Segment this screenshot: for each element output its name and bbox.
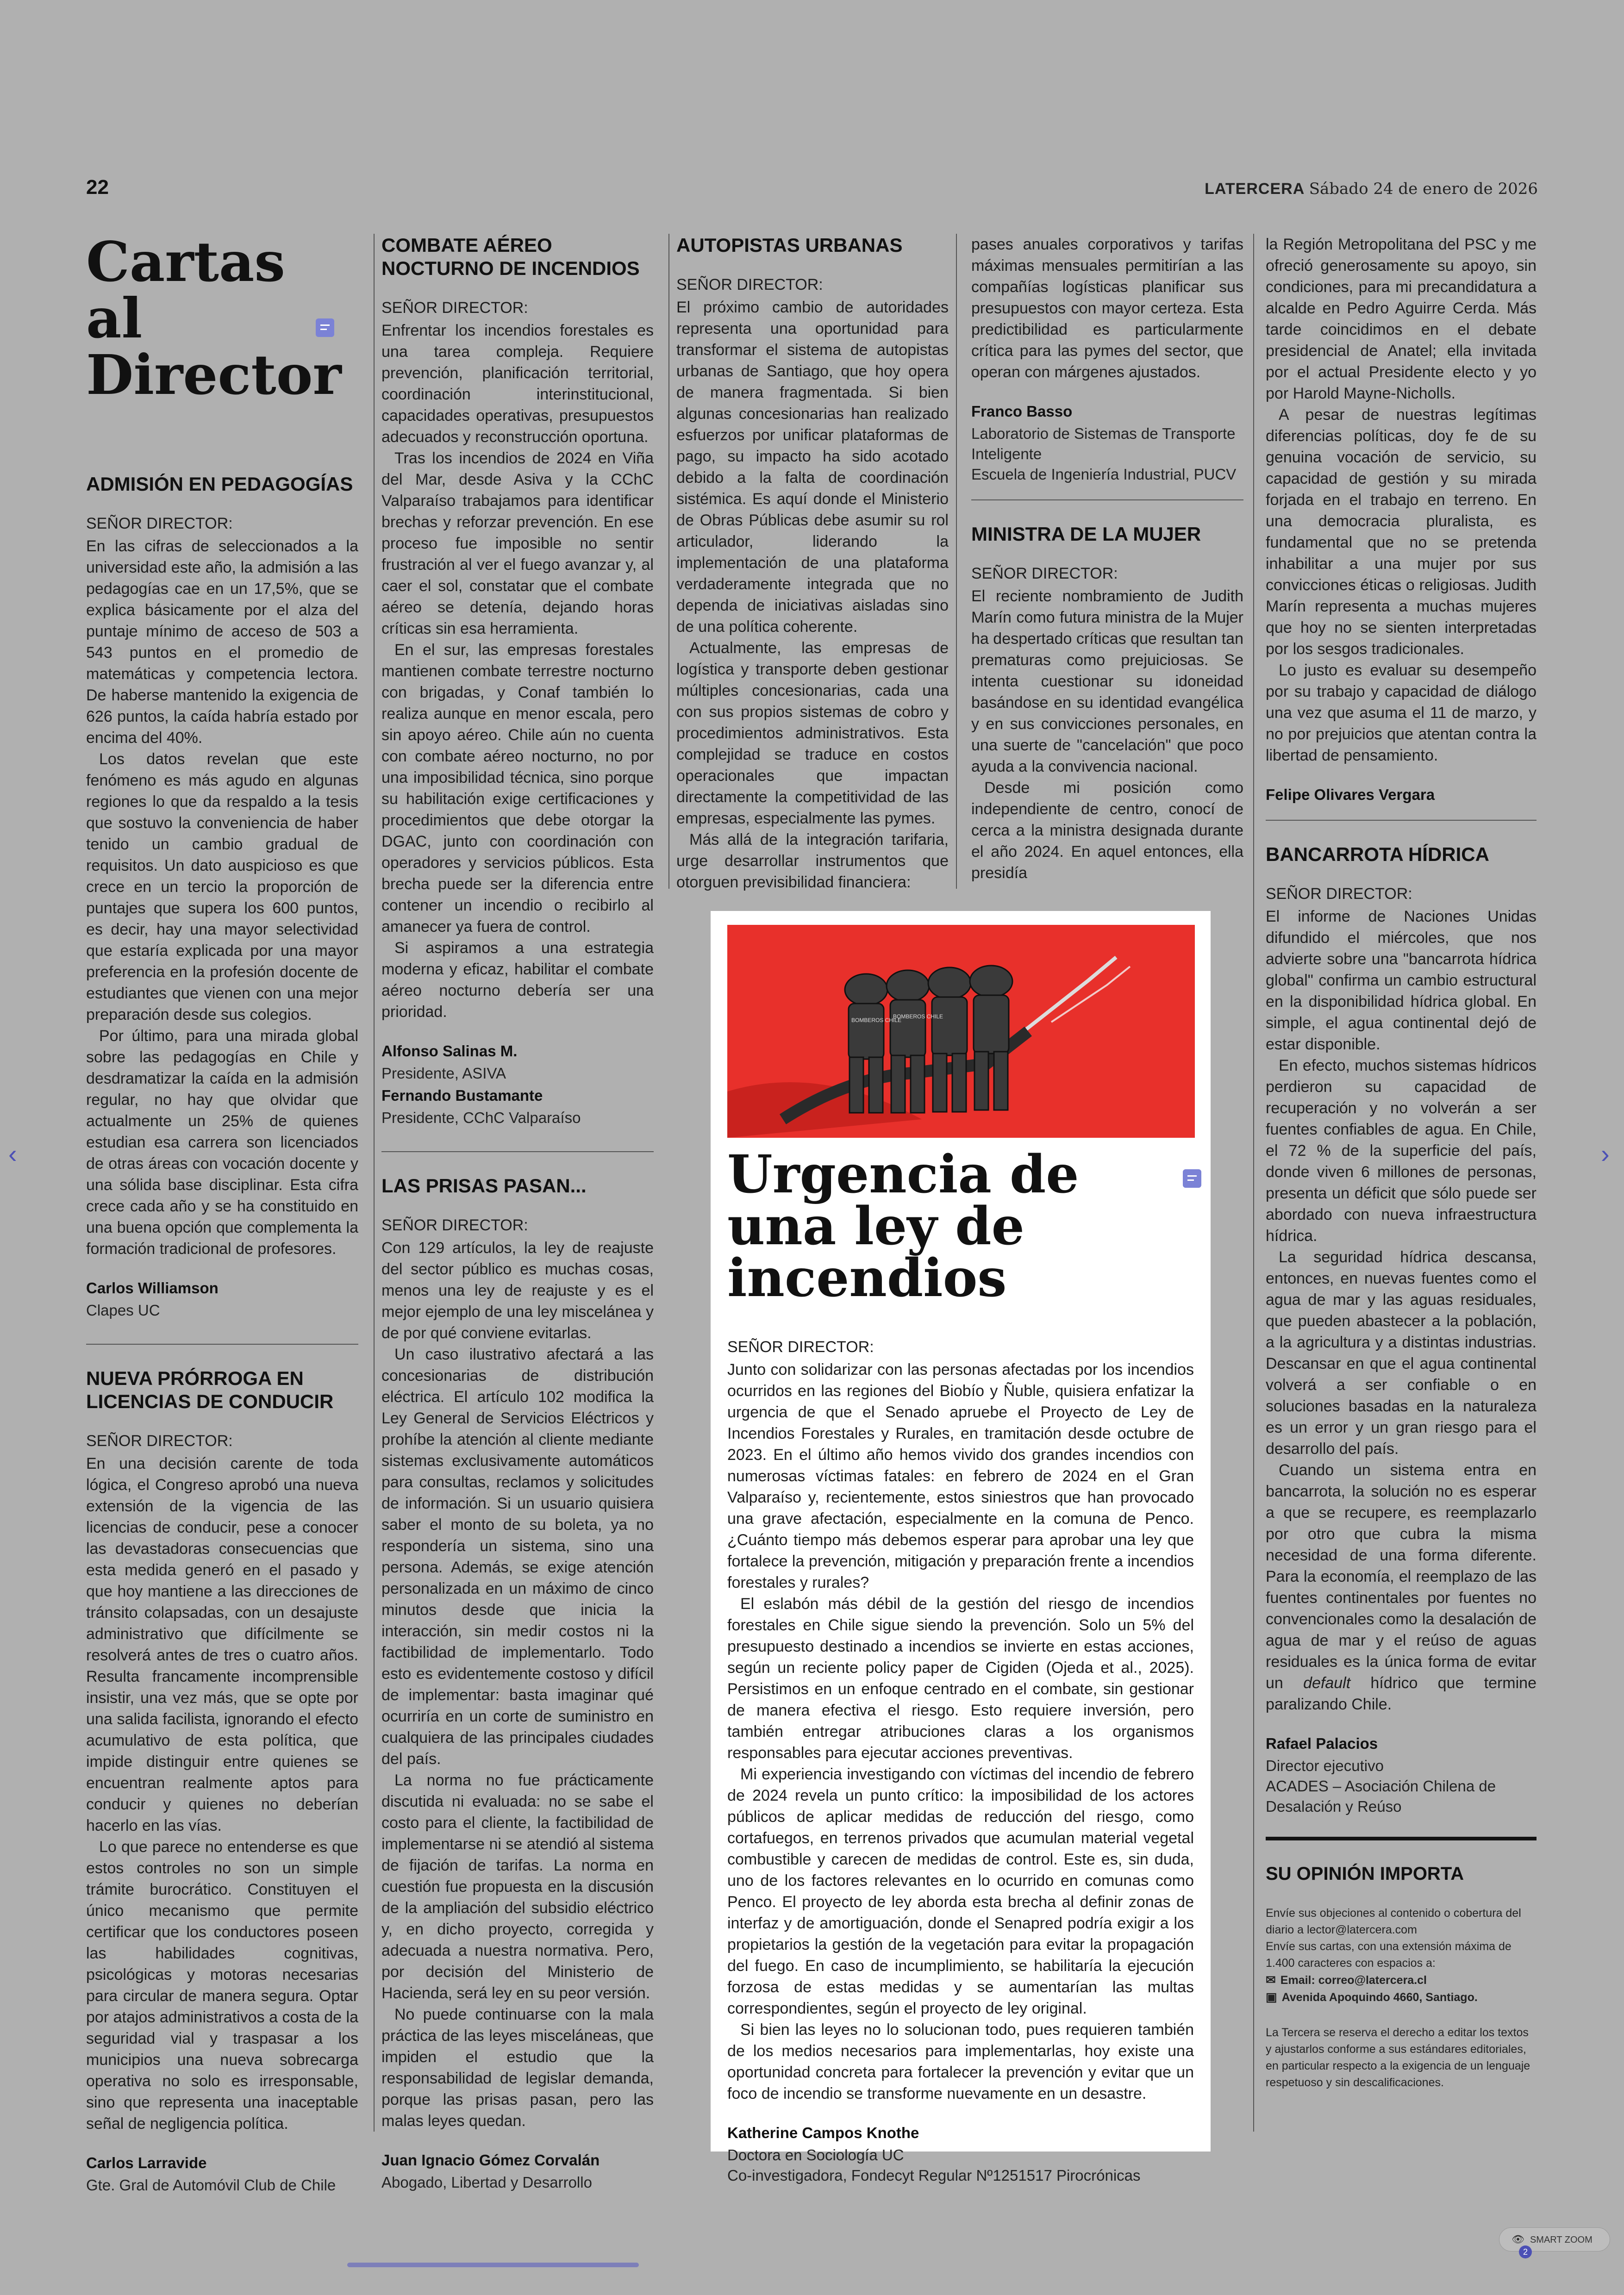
- letter-body: [676, 297, 949, 893]
- firefighters-illustration: [727, 925, 1195, 1138]
- helmet-text: BOMBEROS CHILE: [851, 1017, 902, 1023]
- salutation: SEÑOR DIRECTOR:: [381, 1216, 528, 1234]
- signature-role: Clapes UC: [86, 1302, 160, 1319]
- paragraph: A pesar de nuestras legítimas diferencias políticas, doy fe de su genuina vocación de servicio, su capacidad de gestión y su mirada forjada en el trabajo en terreno. En una democracia pluralista, es fundamental que no se pretenda inhabilitar a una mujer por sus convicciones éticas o religiosas. Judith Marín representa a muchas mujeres que hoy no se sienten interpretadas por los sesgos tradicionales.: [1266, 406, 1537, 658]
- signature-name: Franco Basso: [971, 403, 1073, 420]
- featured-body: [727, 1359, 1194, 2104]
- paragraph: Los datos revelan que este fenómeno es más agudo en algunas regiones lo que da respaldo a la tesis que sostuvo la conveniencia de haber tenido un cambio gradual de requisitos. Un dato auspicioso es que crece en un tercio la proporción de puntajes que supera los 600 puntos, es decir, hay una mayor selectividad que estaría explicada por una mayor preferencia en la profesión docente de estudiantes que vienen con una mejor preparación desde sus colegios.: [86, 750, 358, 1023]
- letter-ministra: [971, 523, 1243, 884]
- signature-role: ACADES – Asociación Chilena de Desalación y Reúso: [1266, 1777, 1496, 1815]
- signature-name: Katherine Campos Knothe: [727, 2124, 919, 2141]
- letter-body: [381, 320, 654, 1023]
- paragraph: El eslabón más débil de la gestión del riesgo de incendios forestales en Chile sigue siendo la prevención. Solo un 5% del presupuesto destinado a incendios se invierte en estas acciones, según un reciente policy paper de Cigiden (Ojeda et al., 2025). Persistimos en un enfoque centrado en el combate, sin gestionar de manera efectiva el riesgo. Esto requiere inversión, pero también entregar atribuciones claras a los organismos responsables para ejecutar acciones preventivas.: [727, 1595, 1194, 1762]
- issue-date: Sábado 24 de enero de 2026: [1309, 180, 1538, 198]
- newspaper-brand: LATERCERA: [1205, 180, 1305, 198]
- paragraph: No puede continuarse con la mala práctica de las leyes misceláneas, que impiden el estudio que la responsabilidad de legislar demanda, porque las prisas pasan, pero las malas leyes quedan.: [381, 2006, 654, 2130]
- paragraph: Por último, para una mirada global sobre las pedagogías en Chile y desdramatizar la caída en la admisión regular, no hay que olvidar que actualmente un 25% de quienes estudian esa carrera son licenciados de otras áreas con vocación docente y una sólida base disciplinar. Esta cifra crece cada año y se ha constituido en una buena opción que complementa la formación tradicional de profesores.: [86, 1027, 358, 1258]
- opinion-address: [1266, 1989, 1537, 2006]
- column-2: [381, 234, 654, 2216]
- letter-title: AUTOPISTAS URBANAS: [676, 234, 903, 256]
- column-5: [1266, 234, 1537, 1840]
- letter-title: BANCARROTA HÍDRICA: [1266, 843, 1489, 865]
- paragraph: En efecto, muchos sistemas hídricos perdieron su capacidad de recuperación y no volverán a ser fuentes confiables de agua. En Chile, el 72 % de la superficie del país, donde viven 6 millones de personas, presenta un déficit que sólo puede ser abordado con nueva infraestructura hídrica.: [1266, 1057, 1537, 1245]
- comment-icon[interactable]: [1183, 1169, 1201, 1188]
- column-1: [86, 230, 358, 2219]
- paragraph: Enfrentar los incendios forestales es una tarea compleja. Requiere prevención, planificación territorial, coordinación interinstitucional, capacidades operativas, presupuestos adecuados y reconstrucción oportuna.: [381, 322, 654, 446]
- paragraph: Un caso ilustrativo afectará a las concesionarias de distribución eléctrica. El artículo 102 modifica la Ley General de Servicios Eléctricos y prohíbe la atención al cliente mediante sistemas exclusivamente automáticos para consultas, reclamos y solicitudes de información. Si un usuario quisiera saber el monto de su boleta, ya no respondería un sistema, sino una persona. Además, se exige atención personalizada en un máximo de cinco minutos desde que inicia la interacción, sin medir costos ni la factibilidad de implementarlo. Todo esto es evidentemente costoso y difícil de implementar: basta imaginar qué ocurriría en un corte de suministro en cualquiera de las principales ciudades del país.: [381, 1346, 654, 1768]
- featured-headline: Urgencia de una ley de incendios: [727, 1144, 1079, 1309]
- signature-name: Juan Ignacio Gómez Corvalán: [381, 2152, 600, 2169]
- column-3: [676, 234, 949, 916]
- email-text: Email: correo@latercera.cl: [1280, 1974, 1427, 1987]
- text-run: Cuando un sistema entra en bancarrota, la solución no es esperar a que se recupere, es reemplazarlo por otro que cubra la misma necesidad de una forma diferente. Para la economía, el reemplazo de las fuentes continentales por fuentes no convencionales como la desalación de agua de mar y el reúso de aguas residuales es la única forma de evitar un: [1266, 1461, 1537, 1692]
- signature-role: Presidente, ASIVA: [381, 1065, 506, 1082]
- signature-role: Co-investigadora, Fondecyt Regular Nº1251517 Pirocrónicas: [727, 2167, 1141, 2184]
- opinion-box: [1266, 1837, 1537, 2091]
- paragraph: Mi experiencia investigando con víctimas del incendio de febrero de 2024 revela un punto crítico: la imposibilidad de los actores públicos de aplicar medidas de reducción del riesgo, como cortafuegos, en terrenos privados que acumulan material vegetal combustible y carecen de medidas de control. Este es, sin duda, uno de los factores relevantes en lo ocurrido en comunas como Penco. El proyecto de ley aborda esta brecha al definir zonas de interfaz y de amortiguación, donde el Senapred podría exigir a los propietarios la gestión de la vegetación para evitar la propagación del fuego. En caso de incumplimiento, se habilitaría la ejecución forzosa de estas medidas y se aumentarían las multas correspondientes, según el proyecto de ley original.: [727, 1765, 1194, 2017]
- signature-name: Alfonso Salinas M.: [381, 1042, 518, 1060]
- signature-role: Doctora en Sociología UC: [727, 2146, 904, 2164]
- text-run: hídrico que termine paralizando Chile.: [1266, 1674, 1537, 1713]
- comment-icon[interactable]: [316, 318, 334, 337]
- divider: [86, 1344, 358, 1345]
- section-title: Cartas al Director: [86, 230, 342, 407]
- paragraph: Si bien las leyes no lo solucionan todo, pues requieren también de los medios necesarios para implementarlas, hoy existe una oportunidad concreta para fortalecer la prevención y evitar que un foco de incendio se transforme nuevamente en un desastre.: [727, 2021, 1194, 2102]
- paragraph: Lo que parece no entenderse es que estos controles no son un simple trámite burocrático. Constituyen el único mecanismo que permite certificar que los conductores poseen las habilidades cognitivas, psicológicas y motoras necesarias para circular de manera segura. Optar por atajos administrativos a costa de la seguridad vial y traspasar a los municipios una nueva sobrecarga operativa no solo es irresponsable, sino que representa una inaceptable señal de negligencia política.: [86, 1838, 358, 2133]
- letter-body-continued: [1266, 234, 1537, 766]
- salutation: SEÑOR DIRECTOR:: [86, 515, 233, 532]
- opinion-text: Envíe sus objeciones al contenido o cobertura del diario a lector@latercera.com: [1266, 1907, 1521, 1936]
- letter-title: MINISTRA DE LA MUJER: [971, 523, 1201, 545]
- paragraph: pases anuales corporativos y tarifas máximas mensuales permitirían a las compañías logísticas planificar sus presupuestos con mayor certeza. Esta predictibilidad es particularmente crítica para las pymes del sector, que operan con márgenes ajustados.: [971, 236, 1243, 381]
- paragraph: El reciente nombramiento de Judith Marín como futura ministra de la Mujer ha despertado críticas que resultan tan prematuras como prejuiciosas. Se intenta cuestionar su idoneidad basándose en su identidad evangélica y en sus convicciones personales, en una suerte de "cancelación" que poco ayuda a la convivencia nacional.: [971, 587, 1243, 775]
- letter-body: [1266, 906, 1537, 1715]
- letter-body: [86, 1453, 358, 2134]
- letter-body-continued: [971, 234, 1243, 383]
- signature-role: Escuela de Ingeniería Industrial, PUCV: [971, 466, 1237, 483]
- address-text: Avenida Apoquindo 4660, Santiago.: [1281, 1991, 1478, 2004]
- signature-role: Laboratorio de Sistemas de Transporte Inteligente: [971, 425, 1236, 462]
- letter-body: [971, 586, 1243, 884]
- paragraph: Junto con solidarizar con las personas afectadas por los incendios ocurridos en las regiones del Biobío y Ñuble, quisiera enfatizar la urgencia de que el Senado apruebe el Proyecto de Ley de Incendios Forestales y Rurales, en tramitación desde octubre de 2023. En el último año hemos vivido dos grandes incendios con numerosas víctimas fatales: en febrero de 2024 en el Gran Valparaíso y, recientemente, estos siniestros que han provocado una grave afectación, especialmente en la comuna de Penco. ¿Cuánto tiempo más debemos esperar para aprobar una ley que fortalece la prevención, mitigación y preparación frente a incendios forestales y rurales?: [727, 1361, 1194, 1591]
- next-page-arrow-icon[interactable]: ›: [1601, 1139, 1610, 1168]
- opinion-text: Envíe sus cartas, con una extensión máxima de 1.400 caracteres con espacios a:: [1266, 1940, 1512, 1970]
- paragraph: Desde mi posición como independiente de centro, conocí de cerca a la ministra designada durante el año 2024. En aquel entonces, ella presidía: [971, 779, 1243, 882]
- column-4: [971, 234, 1243, 907]
- masthead: [1205, 180, 1538, 198]
- featured-letter: [711, 911, 1211, 2184]
- helmet-text: BOMBEROS CHILE: [893, 1013, 943, 1020]
- paragraph: Tras los incendios de 2024 en Viña del Mar, desde Asiva y la CChC Valparaíso trabajamos para identificar brechas y reforzar prevención. En ese proceso fue imposible no sentir frustración al ver el fuego avanzar y, al caer el sol, constatar que el combate aéreo se detenía, dejando horas críticas sin esa herramienta.: [381, 449, 654, 637]
- firefighters-image: [727, 925, 1195, 1138]
- signature-role: Abogado, Libertad y Desarrollo: [381, 2174, 592, 2191]
- signature-name: Rafael Palacios: [1266, 1735, 1378, 1752]
- signature-name: Felipe Olivares Vergara: [1266, 786, 1435, 803]
- paragraph: [1266, 1459, 1537, 1715]
- letter-title: COMBATE AÉREO NOCTURNO DE INCENDIOS: [381, 234, 640, 279]
- signature-name: Carlos Williamson: [86, 1279, 219, 1297]
- mail-icon: ✉: [1266, 1973, 1276, 1987]
- letter-prisas: [381, 1174, 654, 2193]
- previous-page-arrow-icon[interactable]: ‹: [8, 1139, 17, 1168]
- letter-autopistas: [676, 234, 949, 893]
- paragraph: En una decisión carente de toda lógica, el Congreso aprobó una nueva extensión de la vigencia de las licencias de conducir, pese a conocer las devastadoras consecuencias que esta medida generó en el pasado y que hoy mantiene a las direcciones de tránsito colapsadas, con un desajuste administrativo que difícilmente se resolverá antes de tres o cuatro años. Resulta francamente incomprensible insistir, una vez más, que se opte por una salida facilista, ignorando el efecto acumulativo de esta política, que impide distinguir entre quienes se encuentran realmente aptos para conducir y quienes no deberían hacerlo en las vías.: [86, 1455, 358, 1834]
- signature-role: Presidente, CChC Valparaíso: [381, 1109, 581, 1126]
- paragraph: Con 129 artículos, la ley de reajuste del sector público es muchas cosas, menos una ley de reajuste y es el mejor ejemplo de una ley miscelánea y de por qué conviene evitarlas.: [381, 1239, 654, 1342]
- opinion-title: SU OPINIÓN IMPORTA: [1266, 1864, 1464, 1884]
- paragraph: Actualmente, las empresas de logística y transporte deben gestionar múltiples concesionarias, cada una con sus propios sistemas de cobro y procedimientos administrativos. Esta complejidad se traduce en costos operacionales que impactan directamente la competitividad de las empresas, especialmente las pymes.: [676, 639, 949, 827]
- salutation: SEÑOR DIRECTOR:: [1266, 885, 1412, 903]
- salutation: SEÑOR DIRECTOR:: [727, 1338, 874, 1356]
- paragraph: Más allá de la integración tarifaria, urge desarrollar instrumentos que otorguen previsibilidad financiera:: [676, 831, 949, 891]
- letter-licencias: [86, 1367, 358, 2195]
- paragraph: Si aspiramos a una estrategia moderna y eficaz, habilitar el combate aéreo nocturno debería ser una prioridad.: [381, 939, 654, 1021]
- letter-combate: [381, 234, 654, 1128]
- salutation: SEÑOR DIRECTOR:: [381, 299, 528, 317]
- paragraph: En el sur, las empresas forestales mantienen combate terrestre nocturno con brigadas, y Conaf también lo realiza aunque en menor escala, pero sin apoyo aéreo. Chile aún no cuenta con combate aéreo nocturno, no por una imposibilidad técnica, sino porque su habilitación exige certificaciones y procedimientos que debe otorgar la DGAC, junto con coordinación con operadores y servicios públicos. Esta brecha puede ser la diferencia entre contener un incendio o recibirlo al amanecer ya fuera de control.: [381, 641, 654, 935]
- paragraph: El informe de Naciones Unidas difundido el miércoles, que nos advierte sobre una "bancarrota hídrica global" confirma un cambio estructural en la disponibilidad hídrica global. En simple, el agua continental dejó de estar disponible.: [1266, 908, 1537, 1053]
- signature-role: Director ejecutivo: [1266, 1757, 1384, 1774]
- divider: [381, 1151, 654, 1152]
- paragraph: la Región Metropolitana del PSC y me ofreció generosamente su apoyo, sin condiciones, para mi precandidatura a alcalde en Pedro Aguirre Cerda. Más tarde coincidimos en el debate presidencial de Anatel; ella invitada por el actual Presidente electo y yo por Harold Mayne-Nicholls.: [1266, 236, 1537, 402]
- column-rule: [668, 234, 669, 889]
- column-rule: [1253, 234, 1254, 2132]
- letter-title: NUEVA PRÓRROGA EN LICENCIAS DE CONDUCIR: [86, 1367, 334, 1412]
- letter-body: [86, 536, 358, 1260]
- smart-zoom-label: SMART ZOOM: [1530, 2235, 1593, 2245]
- signature-role: Gte. Gral de Automóvil Club de Chile: [86, 2177, 336, 2194]
- zoom-badge: 2: [1519, 2245, 1532, 2258]
- letter-title: LAS PRISAS PASAN...: [381, 1175, 587, 1197]
- smart-zoom-button[interactable]: [1499, 2227, 1610, 2257]
- paragraph: En las cifras de seleccionados a la universidad este año, la admisión a las pedagogías cae en un 17,5%, que se explica básicamente por el alza del puntaje mínimo de acceso de 503 a 543 puntos en el promedio de matemáticas y competencia lectora. De haberse mantenido la exigencia de 626 puntos, la caída habría estado por encima del 40%.: [86, 537, 358, 747]
- paragraph: La norma no fue prácticamente discutida ni evaluada: no se sabe el costo para el cliente, la factibilidad de implementarse ni se atendió al sistema de fijación de tarifas. La norma en cuestión fue propuesta en la discusión de la ampliación del subsidio eléctrico y, en dicho proyecto, corregida y adecuada a nuestra normativa. Pero, por decisión del Ministerio de Hacienda, será ley en su peor versión.: [381, 1771, 654, 2002]
- salutation: SEÑOR DIRECTOR:: [676, 276, 823, 293]
- divider: [1266, 820, 1537, 821]
- letter-body: [381, 1237, 654, 2132]
- page-scrollbar[interactable]: [347, 2263, 639, 2267]
- letter-title: ADMISIÓN EN PEDAGOGÍAS: [86, 473, 353, 495]
- signature-name: Fernando Bustamante: [381, 1087, 543, 1104]
- signature-name: Carlos Larravide: [86, 2154, 207, 2171]
- mailbox-icon: ▣: [1266, 1990, 1277, 2004]
- letter-admision: [86, 473, 358, 1321]
- salutation: SEÑOR DIRECTOR:: [86, 1432, 233, 1450]
- salutation: SEÑOR DIRECTOR:: [971, 565, 1118, 582]
- paragraph: La seguridad hídrica descansa, entonces, en nuevas fuentes como el agua de mar y las aguas residuales, que pueden abastecer a la población, a la agricultura y a distintas industrias. Descansar en que el agua continental volverá a ser confiable o en soluciones basadas en la naturaleza es un error y un gran riesgo para el desarrollo del país.: [1266, 1248, 1537, 1458]
- page-number: 22: [86, 176, 109, 199]
- column-rule: [374, 234, 375, 2132]
- divider: [971, 499, 1243, 500]
- column-rule: [956, 234, 957, 889]
- opinion-email[interactable]: [1266, 1971, 1537, 1989]
- paragraph: Lo justo es evaluar su desempeño por su trabajo y capacidad de diálogo una vez que asuma el 11 de marzo, y no por prejuicios que atentan contra la libertad de pensamiento.: [1266, 661, 1537, 764]
- opinion-disclaimer: La Tercera se reserva el derecho a editar los textos y ajustarlos conforme a sus estándares editoriales, en particular respecto a la exigencia de un lenguaje respetuoso y sin descalificaciones.: [1266, 2026, 1530, 2089]
- eye-icon: 👁: [1512, 2233, 1524, 2245]
- paragraph: El próximo cambio de autoridades representa una oportunidad para transformar el sistema de autopistas urbanas de Santiago, que hoy opera de manera fragmentada. Si bien algunas concesionarias han realizado esfuerzos por unificar plataformas de pago, su impacto ha sido acotado debido a la falta de coordinación sistémica. Es aquí donde el Ministerio de Obras Públicas debe asumir su rol articulador, liderando la implementación de una plataforma verdaderamente integrada que no dependa de iniciativas aisladas sino de una política coherente.: [676, 299, 949, 636]
- divider: [1266, 1837, 1537, 1840]
- emphasis: default: [1303, 1674, 1351, 1692]
- letter-bancarrota: [1266, 843, 1537, 1817]
